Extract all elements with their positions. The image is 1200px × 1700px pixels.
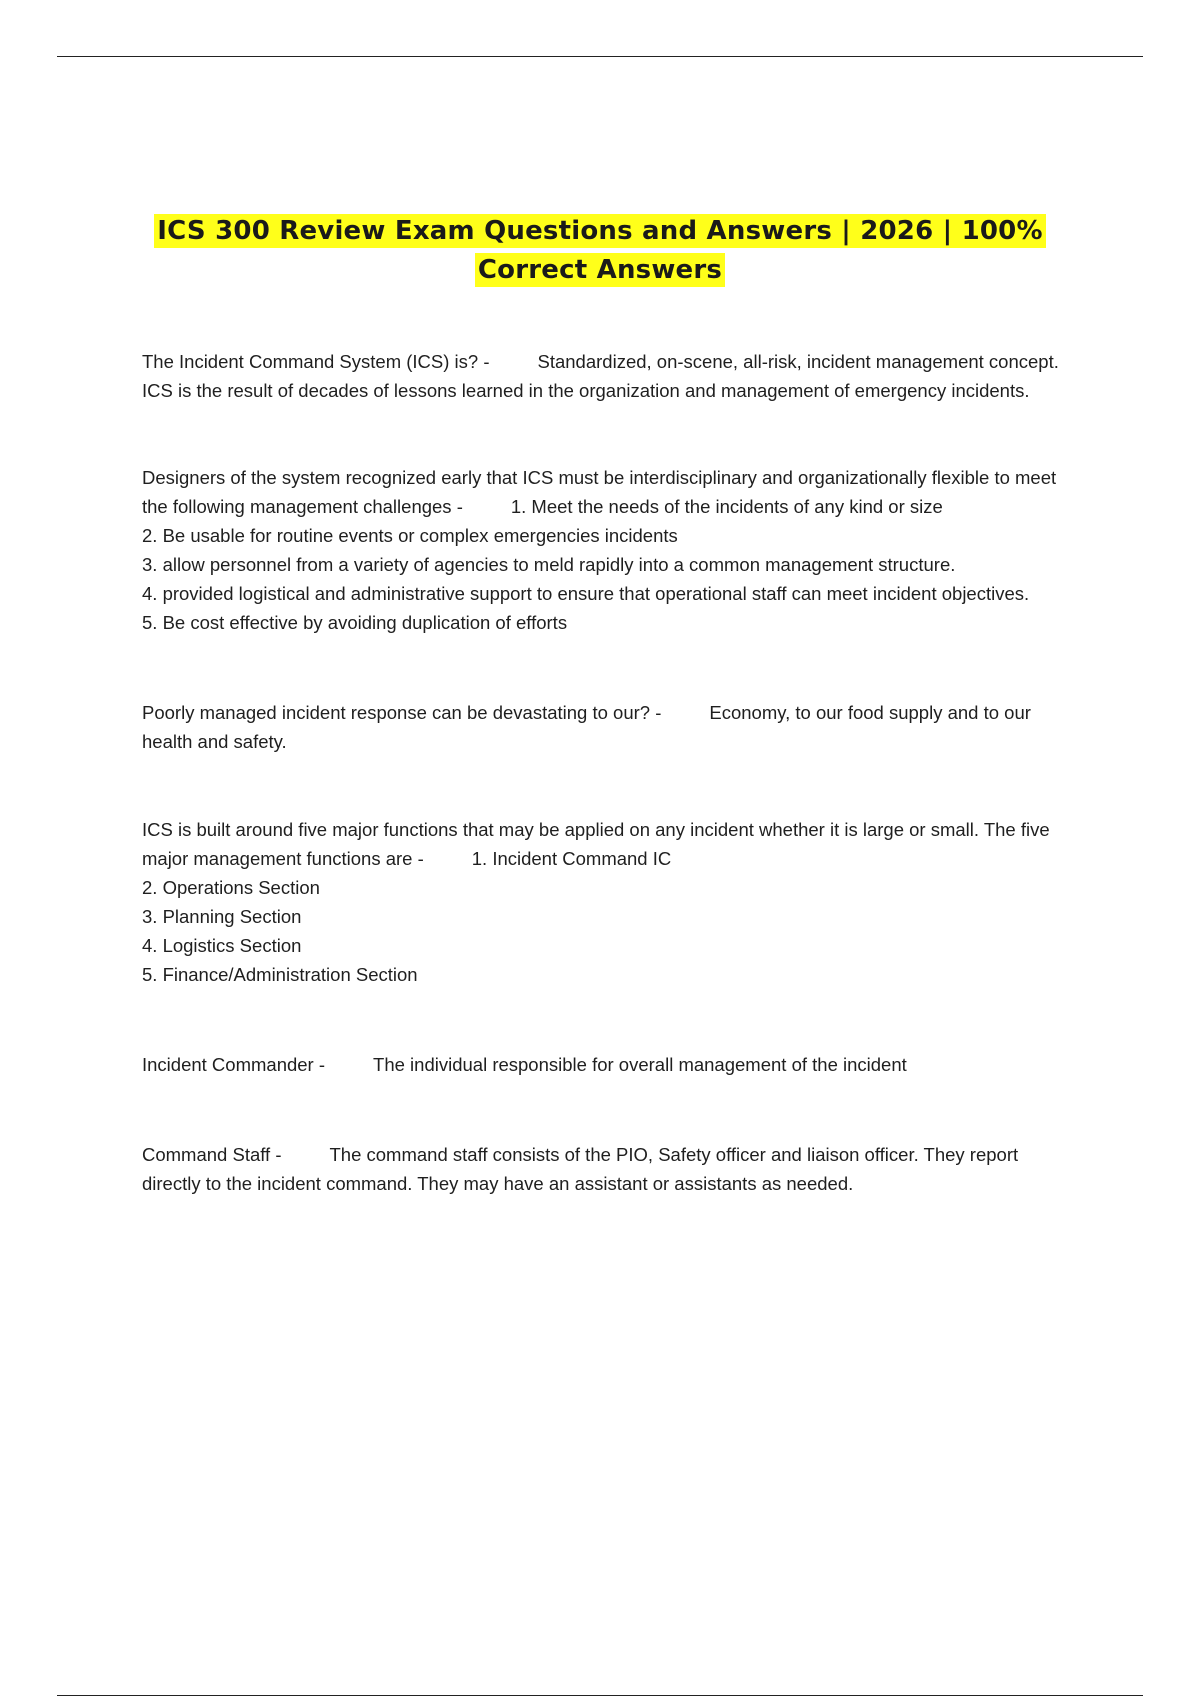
header-rule [57,56,1143,57]
answer-text: 1. Meet the needs of the incidents of any kind or size [510,496,943,517]
question-text: ICS is built around five major functions that may be applied on any incident whether it is large or small. The five major management functions are - [142,819,1050,869]
list-item: 5. Be cost effective by avoiding duplication of efforts [142,612,568,633]
qa-entry-2 [142,463,1062,521]
title-line-2: Correct Answers [475,253,725,287]
document-body [142,347,1062,1198]
footer-rule [57,1695,1143,1696]
document-title [100,212,1100,290]
answer-text: 1. Incident Command IC [471,848,672,869]
list-item: 3. Planning Section [142,906,302,927]
qa-entry-6 [142,1140,1062,1198]
question-text: Designers of the system recognized early that ICS must be interdisciplinary and organizationally flexible to meet the following management challenges - [142,467,1057,517]
list-item: 2. Operations Section [142,877,320,898]
question-text: The Incident Command System (ICS) is? - [142,351,490,372]
answer-text: The command staff consists of the PIO, Safety officer and liaison officer. They report directly to the incident command. They may have an assistant or assistants as needed. [142,1144,1019,1194]
answer-text: The individual responsible for overall management of the incident [373,1054,907,1075]
list-item: 2. Be usable for routine events or complex emergencies incidents [142,525,678,546]
title-line-1: ICS 300 Review Exam Questions and Answers | 2026 | 100% [154,214,1045,248]
qa-entry-5 [142,1050,1062,1079]
question-text: Poorly managed incident response can be devastating to our? - [142,702,662,723]
question-text: Command Staff - [142,1144,282,1165]
list-item: 5. Finance/Administration Section [142,964,418,985]
qa-entry-3 [142,698,1062,756]
list-item: 3. allow personnel from a variety of agencies to meld rapidly into a common management structure. [142,554,956,575]
list-item: 4. provided logistical and administrative support to ensure that operational staff can meet incident objectives. [142,583,1030,604]
answer-text: Standardized, on-scene, all-risk, incident management concept. ICS is the result of decades of lessons learned in the organization and management of emergency incidents. [142,351,1059,401]
list-item: 4. Logistics Section [142,935,302,956]
qa-entry-1 [142,347,1062,405]
qa-entry-4 [142,815,1062,873]
question-text: Incident Commander - [142,1054,326,1075]
answer-text: Economy, to our food supply and to our health and safety. [142,702,1031,752]
